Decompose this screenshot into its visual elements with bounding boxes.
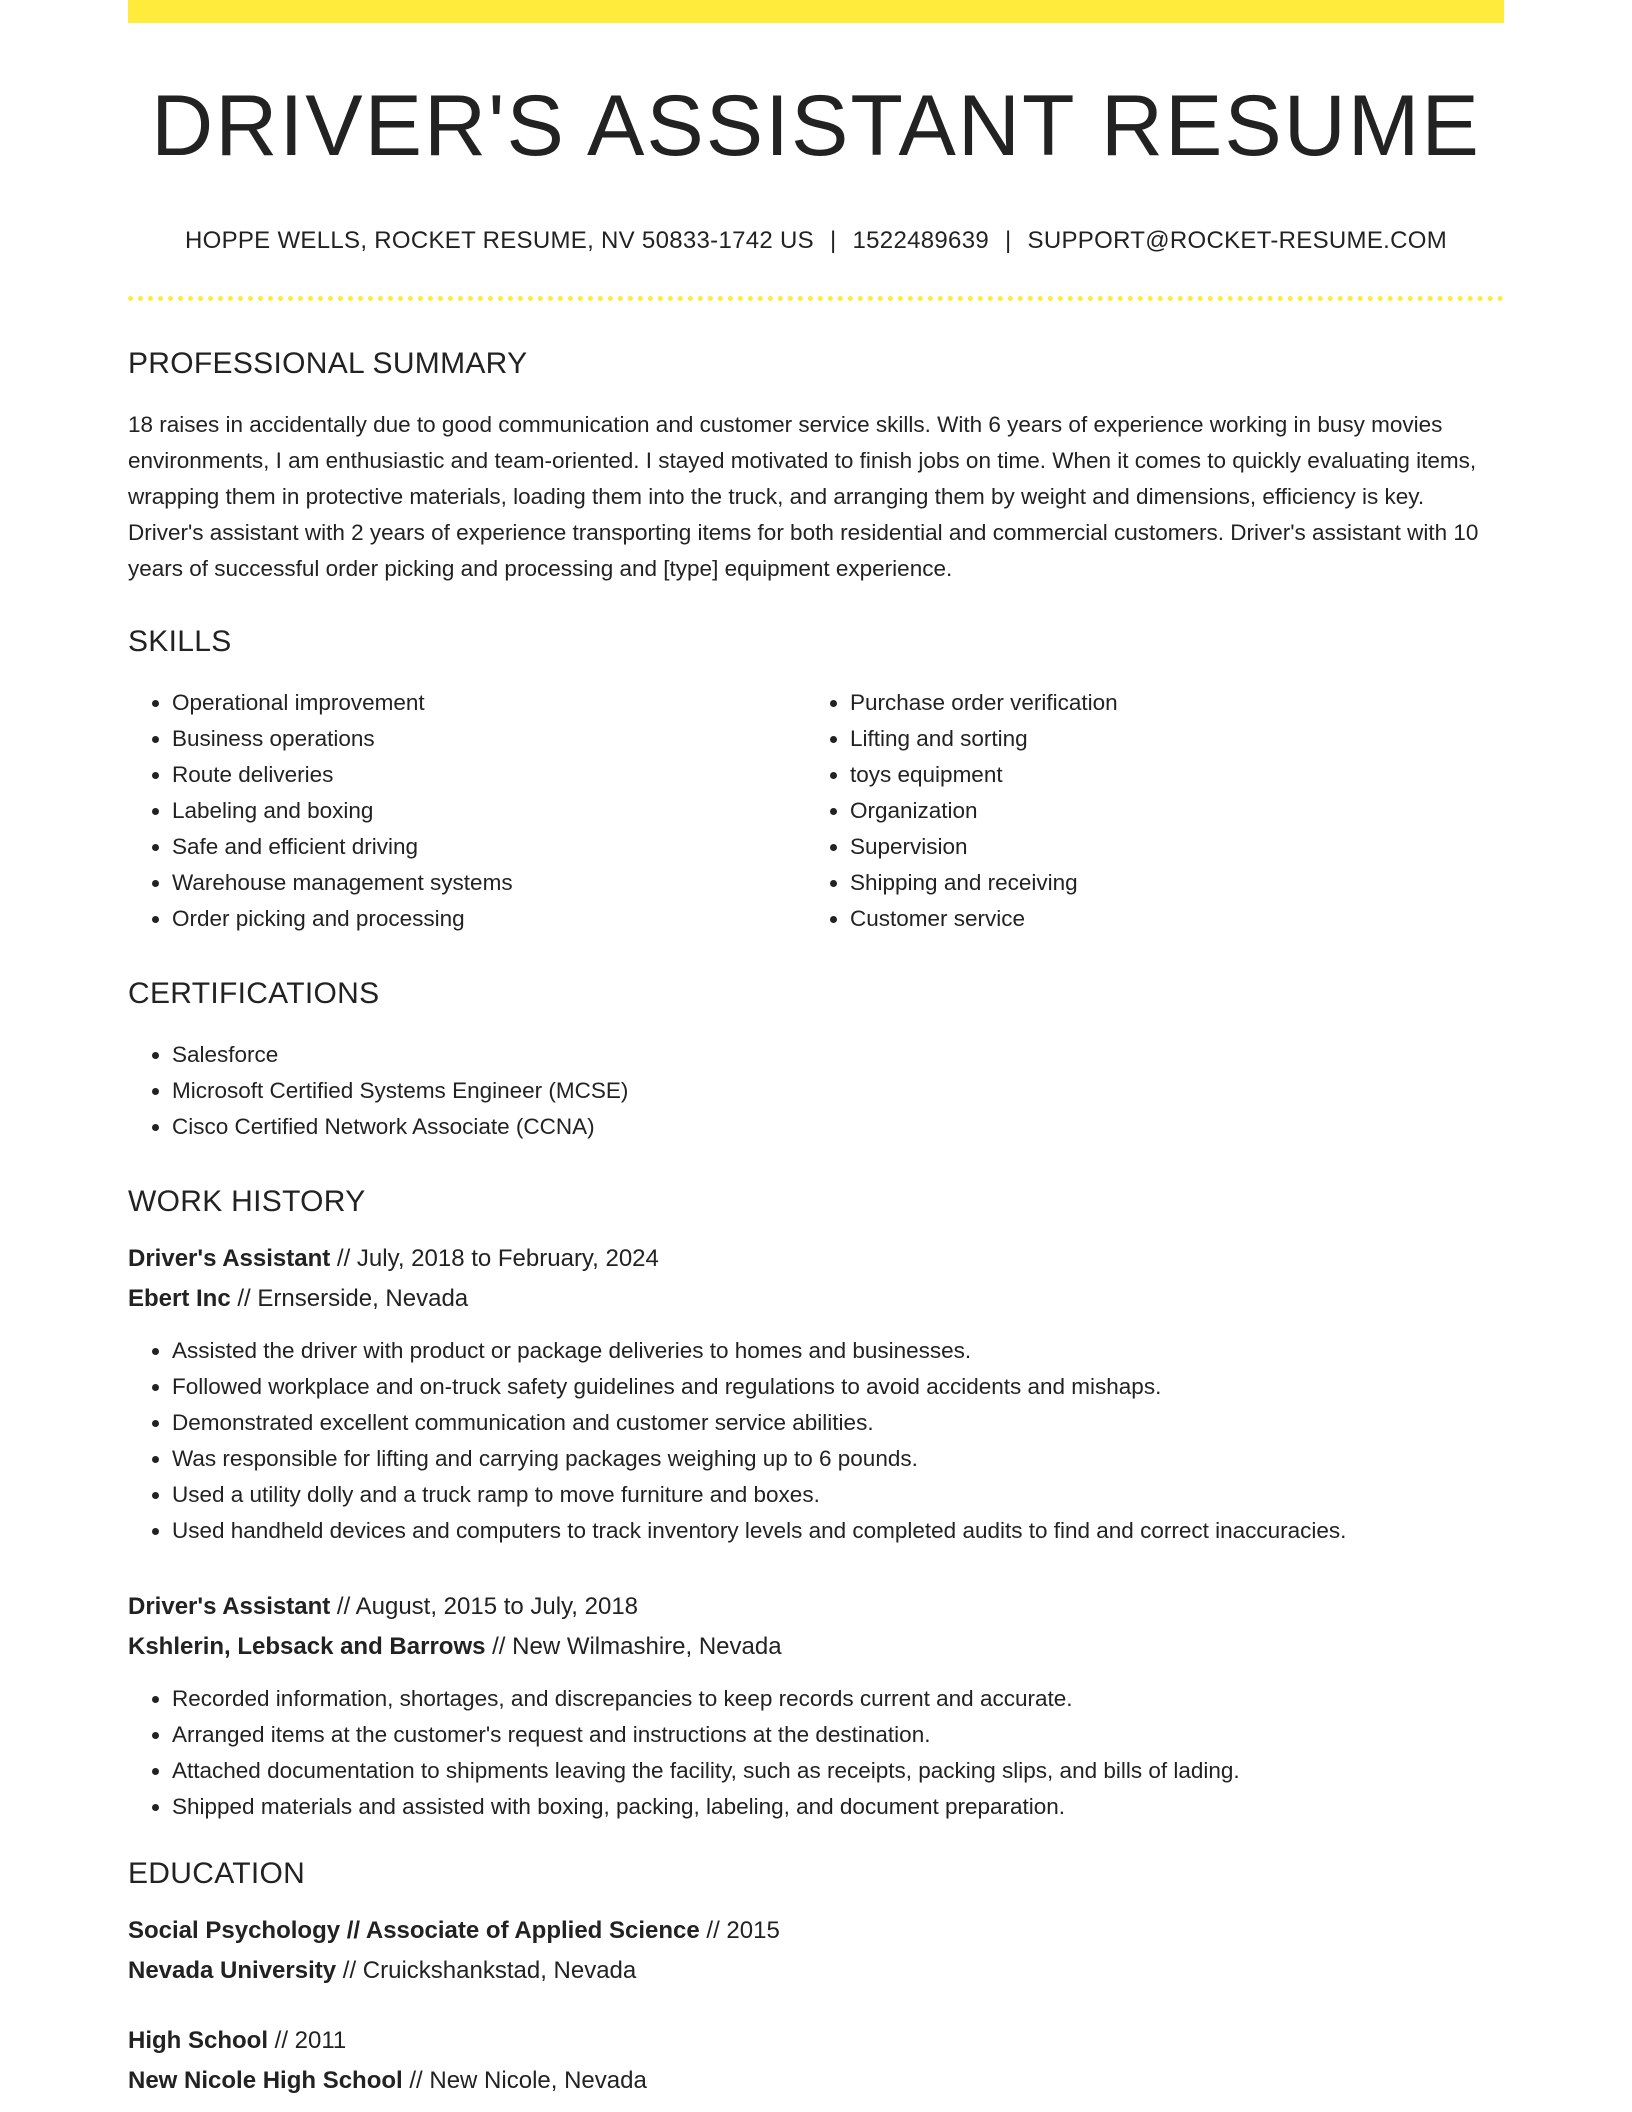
skill-item: • Shipping and receiving: [850, 865, 1484, 901]
certifications-list: [128, 1037, 1504, 1145]
education-heading: EDUCATION: [128, 1857, 306, 1890]
job-duty-item: • Used handheld devices and computers to track inventory levels and completed audits to find and correct inaccuracies.: [172, 1513, 1504, 1549]
job-location: Ernserside, Nevada: [257, 1285, 469, 1312]
contact-separator: |: [1005, 227, 1012, 254]
skill-item: • Labeling and boxing: [172, 793, 806, 829]
resume-title: DRIVER'S ASSISTANT RESUME: [151, 78, 1481, 174]
job-title-line: [128, 1587, 1504, 1627]
skill-item: • Order picking and processing: [172, 901, 806, 937]
job-duty-item: • Assisted the driver with product or package deliveries to homes and businesses.: [172, 1333, 1504, 1369]
certification-item: • Cisco Certified Network Associate (CCNA): [172, 1109, 1504, 1145]
job-duty-item: • Used a utility dolly and a truck ramp to move furniture and boxes.: [172, 1477, 1504, 1513]
skills-heading: SKILLS: [128, 625, 232, 658]
summary-heading: PROFESSIONAL SUMMARY: [128, 347, 528, 380]
education-school: New Nicole High School: [128, 2067, 403, 2094]
resume-page: [128, 0, 1504, 2101]
skills-grid: [128, 685, 1504, 937]
education-degree-line: [128, 1911, 1504, 1951]
education-location: New Nicole, Nevada: [429, 2067, 647, 2094]
job-entry: [128, 1239, 1504, 1549]
job-separator: //: [330, 1245, 357, 1272]
education-school: Nevada University: [128, 1957, 337, 1984]
job-separator: //: [330, 1593, 356, 1620]
job-company: Kshlerin, Lebsack and Barrows: [128, 1633, 486, 1660]
skill-item: • Route deliveries: [172, 757, 806, 793]
contact-email: SUPPORT@ROCKET-RESUME.COM: [1027, 227, 1448, 254]
contact-separator: |: [829, 227, 837, 254]
job-entry: [128, 1587, 1504, 1825]
dotted-divider: [128, 296, 1504, 301]
summary-text: 18 raises in accidentally due to good communication and customer service skills. With 6 years of experience working in busy movies environments, I am enthusiastic and team-oriented. I stayed motivated to finish jobs on time. When it comes to quickly evaluating items, wrapping them in protective materials, loading them into the truck, and arranging them by weight and dimensions, efficiency is key. Driver's assistant with 2 years of experience transporting items for both residential and commercial customers. Driver's assistant with 10 years of successful order picking and processing and [type] equipment experience.: [128, 412, 1479, 581]
accent-top-bar: [128, 0, 1504, 23]
job-company-line: [128, 1627, 1504, 1667]
skill-item: • toys equipment: [850, 757, 1484, 793]
skills-list-left: [128, 685, 806, 937]
education-separator: //: [336, 1957, 363, 1984]
education-school-line: [128, 2061, 1504, 2101]
job-duties-list: [128, 1333, 1504, 1549]
education-year: 2011: [294, 2027, 347, 2054]
skill-item: • Operational improvement: [172, 685, 806, 721]
certification-item: • Microsoft Certified Systems Engineer (MCSE): [172, 1073, 1504, 1109]
skill-item: • Safe and efficient driving: [172, 829, 806, 865]
skill-item: • Supervision: [850, 829, 1484, 865]
education-entry: [128, 2021, 1504, 2101]
education-year: 2015: [726, 1917, 780, 1944]
skill-item: • Lifting and sorting: [850, 721, 1484, 757]
job-separator: //: [230, 1285, 258, 1312]
job-duty-item: • Was responsible for lifting and carrying packages weighing up to 6 pounds.: [172, 1441, 1504, 1477]
education-separator: //: [402, 2067, 430, 2094]
job-company-line: [128, 1279, 1504, 1319]
job-duties-list: [128, 1681, 1504, 1825]
work-history-heading: WORK HISTORY: [128, 1185, 366, 1218]
education-school-line: [128, 1951, 1504, 1991]
job-duty-item: • Shipped materials and assisted with boxing, packing, labeling, and document preparation.: [172, 1789, 1504, 1825]
skill-item: • Organization: [850, 793, 1484, 829]
contact-address: HOPPE WELLS, ROCKET RESUME, NV 50833-1742 US: [184, 227, 814, 254]
skill-item: • Purchase order verification: [850, 685, 1484, 721]
job-separator: //: [485, 1633, 513, 1660]
education-degree: High School: [128, 2027, 268, 2054]
job-duty-item: • Attached documentation to shipments leaving the facility, such as receipts, packing slips, and bills of lading.: [172, 1753, 1504, 1789]
job-company: Ebert Inc: [128, 1285, 231, 1312]
skill-item: • Business operations: [172, 721, 806, 757]
certification-item: • Salesforce: [172, 1037, 1504, 1073]
job-title: Driver's Assistant: [128, 1245, 331, 1272]
job-dates: August, 2015 to July, 2018: [355, 1593, 639, 1620]
skill-item: • Customer service: [850, 901, 1484, 937]
job-dates: July, 2018 to February, 2024: [356, 1245, 659, 1272]
certifications-heading: CERTIFICATIONS: [128, 977, 380, 1010]
contact-phone: 1522489639: [852, 227, 989, 254]
education-degree-line: [128, 2021, 1504, 2061]
skills-list-right: [806, 685, 1484, 937]
education-separator: //: [268, 2027, 295, 2054]
job-duty-item: • Demonstrated excellent communication and customer service abilities.: [172, 1405, 1504, 1441]
job-duty-item: • Followed workplace and on-truck safety guidelines and regulations to avoid accidents and mishaps.: [172, 1369, 1504, 1405]
education-entry: [128, 1911, 1504, 1991]
skill-item: • Warehouse management systems: [172, 865, 806, 901]
education-degree: Social Psychology // Associate of Applied Science: [128, 1917, 700, 1944]
job-location: New Wilmashire, Nevada: [512, 1633, 782, 1660]
job-title: Driver's Assistant: [128, 1593, 331, 1620]
education-location: Cruickshankstad, Nevada: [362, 1957, 637, 1984]
job-duty-item: • Arranged items at the customer's request and instructions at the destination.: [172, 1717, 1504, 1753]
job-duty-item: • Recorded information, shortages, and discrepancies to keep records current and accurate.: [172, 1681, 1504, 1717]
education-separator: //: [699, 1917, 727, 1944]
job-title-line: [128, 1239, 1504, 1279]
contact-line: [128, 227, 1504, 255]
